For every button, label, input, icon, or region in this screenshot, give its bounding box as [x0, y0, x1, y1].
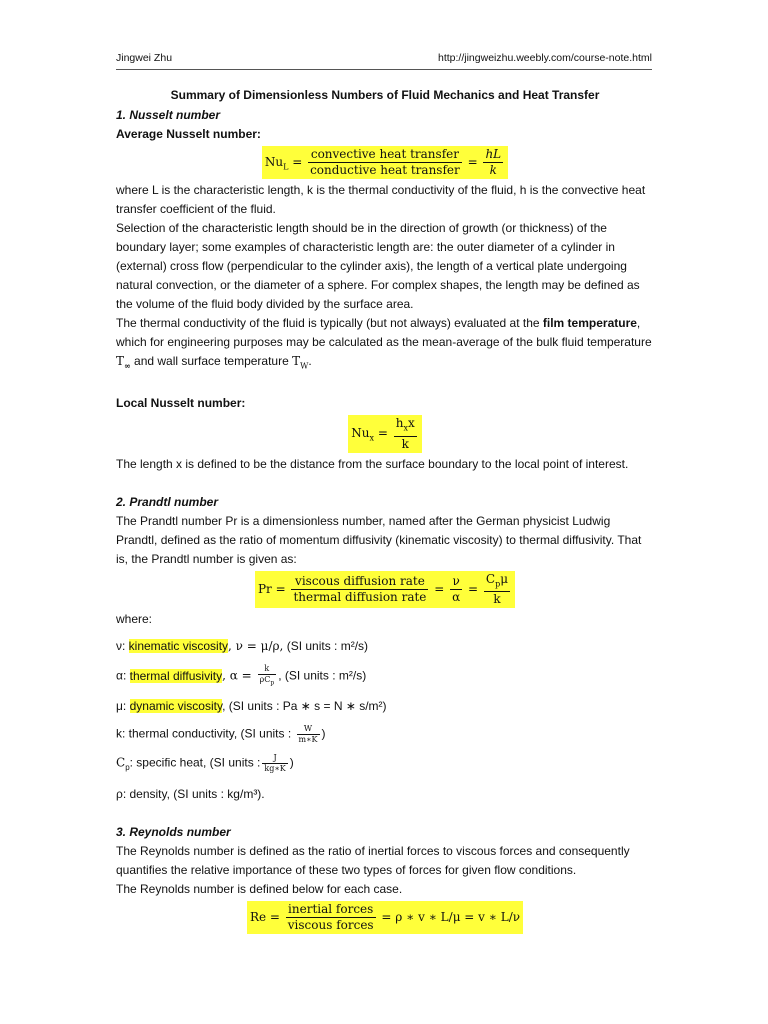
fraction	[450, 574, 462, 605]
symbol: h	[395, 416, 404, 431]
fraction-numerator	[394, 416, 417, 436]
subscript: p	[125, 762, 130, 772]
section-heading-reynolds: 3. Reynolds number	[116, 824, 231, 839]
symbol: ρC	[259, 675, 271, 685]
highlighted-term: dynamic viscosity	[129, 698, 223, 713]
fraction-numerator: k	[258, 664, 277, 675]
equation-highlight: Re = $\frac{\text{inertial forces}}{\text{viscous forces}}$ = ρ ∗ v ∗ L/μ = v ∗ L/ν	[247, 901, 523, 934]
fraction-denominator: m∗K	[298, 734, 318, 744]
fraction-numerator: convective heat transfer	[308, 147, 462, 163]
fraction-numerator	[484, 572, 510, 592]
subheading-local-nusselt: Local Nusselt number:	[116, 396, 246, 411]
highlighted-term: thermal diffusivity	[129, 668, 223, 683]
text: , which for engineering purposes may be calculated as the mean-average of the bulk fluid temperature	[116, 316, 652, 349]
eq-lhs: Nu	[351, 426, 370, 441]
fraction	[394, 416, 417, 451]
symbol: α:	[116, 668, 130, 683]
highlighted-term: kinematic viscosity	[128, 639, 229, 654]
eq-lhs: Nu	[264, 155, 284, 169]
fraction-denominator: viscous forces	[287, 917, 374, 932]
symbol: T	[116, 354, 125, 368]
fraction	[483, 147, 503, 178]
eq-lhs: Re	[249, 909, 267, 924]
symbol: C	[116, 755, 126, 770]
bold-term: film temperature	[542, 316, 637, 330]
equation-highlight: $Nu_L$ = $\frac{\text{convective heat transfer}}{\text{conductive heat transfer}}$ = $\frac{hL}{k}$	[262, 146, 508, 179]
definition-kinematic-viscosity	[116, 637, 654, 656]
subscript: p	[270, 679, 275, 687]
fraction	[484, 572, 510, 607]
formula: , α =	[222, 668, 256, 683]
eq-lhs-sub: x	[369, 433, 375, 443]
fraction-denominator: k	[493, 592, 501, 607]
subscript: ∞	[124, 360, 131, 371]
document-body	[116, 86, 654, 936]
units: , (SI units : m²/s)	[278, 668, 367, 683]
equation-local-nusselt	[116, 415, 654, 452]
equation-highlight: $Nu_x$ = $\frac{h_xx}{k}$	[348, 415, 421, 452]
subscript: W	[300, 361, 309, 371]
definition-dynamic-viscosity	[116, 697, 654, 716]
text: and wall surface temperature	[130, 354, 293, 368]
fraction-denominator: α	[452, 589, 461, 604]
fraction-numerator: W	[297, 724, 320, 735]
fraction-numerator: ν	[450, 574, 462, 590]
text: : specific heat, (SI units :	[129, 755, 261, 770]
text: )	[321, 726, 326, 741]
units: (SI units : m²/s)	[283, 639, 369, 654]
subscript: p	[495, 579, 501, 589]
where-label: where:	[116, 612, 153, 627]
symbol: μ	[500, 571, 509, 586]
equation-prandtl	[116, 571, 654, 608]
section-heading-prandtl: 2. Prandtl number	[116, 494, 219, 509]
paragraph: where L is the characteristic length, k is the thermal conductivity of the fluid, h is the convective heat transfer coefficient of the fluid.	[116, 183, 646, 216]
subscript: x	[403, 423, 408, 433]
units: , (SI units : Pa ∗ s = N ∗ s/m²)	[222, 698, 387, 713]
fraction-numerator: viscous diffusion rate	[291, 574, 428, 590]
fraction	[258, 664, 277, 689]
fraction	[262, 753, 287, 774]
t-infinity	[116, 354, 131, 371]
equation-average-nusselt	[116, 146, 654, 179]
eq-rhs: = ρ ∗ v ∗ L/μ = v ∗ L/ν	[377, 909, 521, 924]
text: .	[308, 354, 312, 368]
text: k: thermal conductivity, (SI units :	[116, 726, 295, 741]
paragraph: Selection of the characteristic length should be in the direction of growth (or thickness) of the boundary layer; some examples of characteristic length are: the outer diameter of a cylinder in (external) cross flow (perpendicular to the cylinder axis), the length of a vertical plate undergoing natural convection, or the diameter of a sphere. For complex shapes, the length may be defined as the volume of the fluid body divided by the surface area.	[116, 221, 640, 311]
definition-density: ρ: density, (SI units : kg/m³).	[116, 786, 265, 801]
fraction-denominator: kg∗K	[264, 763, 286, 773]
text: )	[289, 755, 294, 770]
fraction-denominator: k	[401, 436, 409, 451]
symbol: ν:	[116, 639, 129, 654]
paragraph: The length x is defined to be the distance from the surface boundary to the local point of interest.	[116, 456, 629, 471]
paragraph-film-temperature	[116, 314, 654, 375]
fraction-numerator: inertial forces	[286, 902, 376, 918]
equation-highlight: Pr = $\frac{\text{viscous diffusion rate}}{\text{thermal diffusion rate}}$ = $\frac{\nu}{\alpha}$ = $\frac{C_p\mu}{k}$	[255, 571, 515, 608]
paragraph: The Prandtl number Pr is a dimensionless number, named after the German physicist Ludwig Prandtl, defined as the ratio of momentum diffusivity (kinematic viscosity) to thermal diffusivity. That is, the Prandtl number is given as:	[116, 513, 642, 566]
fraction	[286, 902, 376, 933]
symbol: C	[485, 571, 496, 586]
fraction-denominator: k	[489, 163, 497, 177]
equation-reynolds	[116, 901, 654, 934]
header-url: http://jingweizhu.weebly.com/course-note.html	[438, 52, 652, 64]
fraction	[308, 147, 462, 178]
header-rule	[116, 69, 652, 70]
eq-lhs-sub: L	[283, 162, 289, 172]
fraction-numerator: hL	[485, 147, 502, 161]
header-author: Jingwei Zhu	[116, 52, 173, 64]
definition-thermal-diffusivity	[116, 664, 654, 689]
symbol: μ:	[116, 698, 130, 713]
formula: , ν = μ/ρ,	[228, 639, 284, 654]
fraction-numerator: J	[262, 753, 287, 764]
fraction	[297, 724, 320, 745]
fraction-denominator	[258, 675, 277, 689]
text: The thermal conductivity of the fluid is typically (but not always) evaluated at the	[116, 316, 543, 330]
fraction-denominator: thermal diffusion rate	[293, 589, 427, 604]
fraction	[291, 574, 428, 605]
symbol: T	[292, 354, 301, 368]
t-wall	[292, 354, 309, 371]
paragraph: The Reynolds number is defined as the ratio of inertial forces to viscous forces and consequently quantifies the relative importance of these two types of forces for given flow conditions.	[116, 843, 630, 877]
section-heading-nusselt: 1. Nusselt number	[116, 108, 221, 122]
fraction-denominator: conductive heat transfer	[310, 163, 460, 177]
document-title: Summary of Dimensionless Numbers of Fluid Mechanics and Heat Transfer	[170, 88, 600, 102]
paragraph: The Reynolds number is defined below for each case.	[116, 881, 403, 896]
subheading-average-nusselt: Average Nusselt number:	[116, 127, 261, 141]
eq-lhs: Pr	[257, 581, 272, 596]
definition-thermal-conductivity	[116, 724, 654, 745]
symbol: x	[407, 416, 415, 431]
definition-specific-heat	[116, 753, 654, 777]
